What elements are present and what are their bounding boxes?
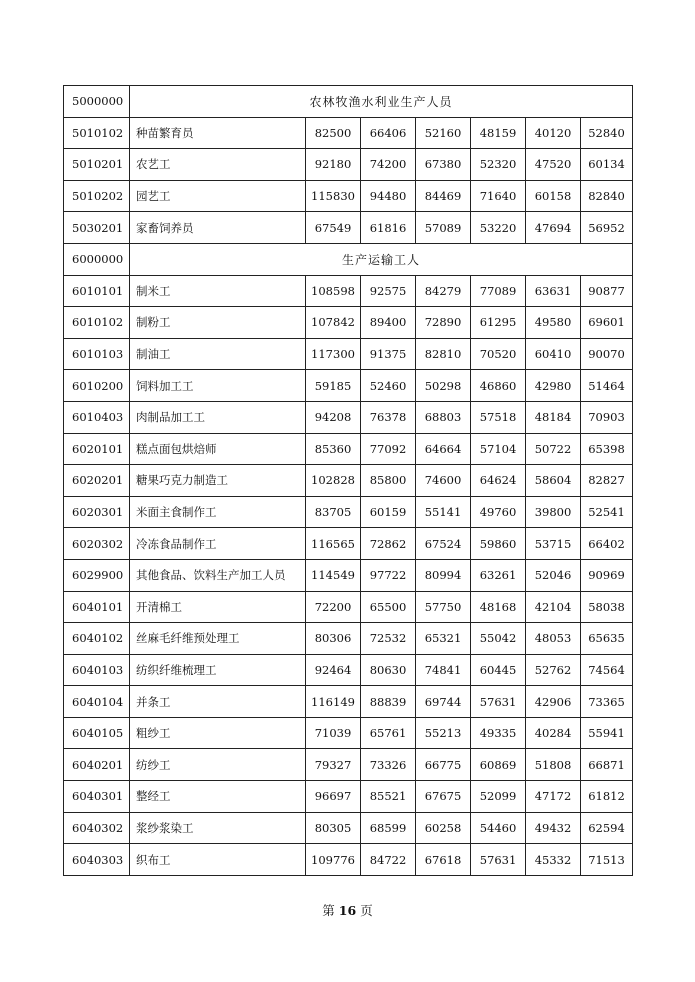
value-cell: 109776 [306,844,361,876]
value-cell: 63261 [471,559,526,591]
value-cell: 64624 [471,465,526,497]
value-cell: 84279 [416,275,471,307]
value-cell: 47520 [526,149,581,181]
occupation-name-cell: 冷冻食品制作工 [130,528,306,560]
occupation-name-cell: 米面主食制作工 [130,496,306,528]
value-cell: 56952 [581,212,633,244]
occupation-name-cell: 糕点面包烘焙师 [130,433,306,465]
value-cell: 46860 [471,370,526,402]
table-row [64,844,633,876]
occupation-code-cell: 6010200 [64,370,130,402]
occupation-name-cell: 种苗繁育员 [130,117,306,149]
table-row [64,654,633,686]
value-cell: 74841 [416,654,471,686]
table-row [64,623,633,655]
value-cell: 102828 [306,465,361,497]
value-cell: 59185 [306,370,361,402]
table-row [64,496,633,528]
value-cell: 61295 [471,307,526,339]
value-cell: 42906 [526,686,581,718]
occupation-name-cell: 浆纱浆染工 [130,812,306,844]
value-cell: 72890 [416,307,471,339]
occupation-code-cell: 6040302 [64,812,130,844]
occupation-code-cell: 6000000 [64,243,130,275]
footer-suffix: 页 [360,903,373,918]
value-cell: 52099 [471,781,526,813]
value-cell: 80630 [361,654,416,686]
value-cell: 80994 [416,559,471,591]
occupation-code-cell: 6029900 [64,559,130,591]
table-row [64,591,633,623]
occupation-name-cell: 园艺工 [130,180,306,212]
value-cell: 72200 [306,591,361,623]
occupation-name-cell: 家畜饲养员 [130,212,306,244]
value-cell: 48053 [526,623,581,655]
occupation-code-cell: 6040105 [64,717,130,749]
value-cell: 70520 [471,338,526,370]
value-cell: 66775 [416,749,471,781]
value-cell: 48159 [471,117,526,149]
table-row [64,559,633,591]
table-row [64,401,633,433]
occupation-name-cell: 制米工 [130,275,306,307]
value-cell: 49580 [526,307,581,339]
occupation-code-cell: 6040102 [64,623,130,655]
table-row [64,812,633,844]
value-cell: 69601 [581,307,633,339]
value-cell: 57631 [471,686,526,718]
occupation-name-cell: 整经工 [130,781,306,813]
wage-table [63,85,633,876]
value-cell: 71513 [581,844,633,876]
value-cell: 74200 [361,149,416,181]
value-cell: 83705 [306,496,361,528]
value-cell: 116149 [306,686,361,718]
value-cell: 57631 [471,844,526,876]
value-cell: 49335 [471,717,526,749]
value-cell: 90070 [581,338,633,370]
value-cell: 66871 [581,749,633,781]
value-cell: 116565 [306,528,361,560]
value-cell: 67380 [416,149,471,181]
value-cell: 66406 [361,117,416,149]
value-cell: 45332 [526,844,581,876]
value-cell: 85521 [361,781,416,813]
value-cell: 51808 [526,749,581,781]
value-cell: 73326 [361,749,416,781]
value-cell: 117300 [306,338,361,370]
value-cell: 49432 [526,812,581,844]
occupation-name-cell: 制油工 [130,338,306,370]
value-cell: 67618 [416,844,471,876]
value-cell: 40120 [526,117,581,149]
value-cell: 94208 [306,401,361,433]
occupation-code-cell: 6040104 [64,686,130,718]
value-cell: 94480 [361,180,416,212]
value-cell: 74564 [581,654,633,686]
value-cell: 65321 [416,623,471,655]
table-row [64,370,633,402]
value-cell: 42104 [526,591,581,623]
table-row [64,117,633,149]
occupation-code-cell: 6040201 [64,749,130,781]
value-cell: 63631 [526,275,581,307]
value-cell: 82840 [581,180,633,212]
value-cell: 58038 [581,591,633,623]
value-cell: 52046 [526,559,581,591]
value-cell: 82500 [306,117,361,149]
value-cell: 55213 [416,717,471,749]
occupation-code-cell: 6010102 [64,307,130,339]
table-row [64,433,633,465]
value-cell: 60410 [526,338,581,370]
value-cell: 108598 [306,275,361,307]
value-cell: 55042 [471,623,526,655]
value-cell: 39800 [526,496,581,528]
value-cell: 84469 [416,180,471,212]
value-cell: 68599 [361,812,416,844]
value-cell: 60258 [416,812,471,844]
section-title-cell: 农林牧渔水利业生产人员 [130,86,633,118]
value-cell: 71039 [306,717,361,749]
value-cell: 85360 [306,433,361,465]
occupation-code-cell: 5010202 [64,180,130,212]
value-cell: 90877 [581,275,633,307]
value-cell: 52762 [526,654,581,686]
occupation-code-cell: 6020201 [64,465,130,497]
occupation-code-cell: 5000000 [64,86,130,118]
value-cell: 67524 [416,528,471,560]
value-cell: 52160 [416,117,471,149]
value-cell: 49760 [471,496,526,528]
value-cell: 61812 [581,781,633,813]
value-cell: 97722 [361,559,416,591]
table-row [64,212,633,244]
page-footer [0,901,695,919]
occupation-name-cell: 肉制品加工工 [130,401,306,433]
footer-prefix: 第 [322,903,335,918]
table-row [64,717,633,749]
value-cell: 40284 [526,717,581,749]
value-cell: 107842 [306,307,361,339]
occupation-code-cell: 6020101 [64,433,130,465]
occupation-code-cell: 6040301 [64,781,130,813]
value-cell: 57518 [471,401,526,433]
value-cell: 48168 [471,591,526,623]
occupation-name-cell: 纺织纤维梳理工 [130,654,306,686]
value-cell: 65635 [581,623,633,655]
value-cell: 65398 [581,433,633,465]
occupation-code-cell: 5010102 [64,117,130,149]
table-row [64,149,633,181]
occupation-name-cell: 纺纱工 [130,749,306,781]
value-cell: 80306 [306,623,361,655]
value-cell: 96697 [306,781,361,813]
table-row [64,781,633,813]
occupation-code-cell: 6040103 [64,654,130,686]
value-cell: 72862 [361,528,416,560]
value-cell: 92180 [306,149,361,181]
page-number: 16 [338,903,357,918]
value-cell: 58604 [526,465,581,497]
value-cell: 89400 [361,307,416,339]
value-cell: 65761 [361,717,416,749]
value-cell: 67549 [306,212,361,244]
table-row [64,338,633,370]
table-row [64,180,633,212]
occupation-name-cell: 粗纱工 [130,717,306,749]
value-cell: 80305 [306,812,361,844]
value-cell: 92464 [306,654,361,686]
value-cell: 64664 [416,433,471,465]
section-row [64,86,633,118]
value-cell: 68803 [416,401,471,433]
value-cell: 52840 [581,117,633,149]
value-cell: 90969 [581,559,633,591]
occupation-code-cell: 6040303 [64,844,130,876]
value-cell: 57750 [416,591,471,623]
value-cell: 53220 [471,212,526,244]
value-cell: 55941 [581,717,633,749]
value-cell: 60159 [361,496,416,528]
table-row [64,275,633,307]
occupation-code-cell: 6020301 [64,496,130,528]
table-row [64,749,633,781]
value-cell: 85800 [361,465,416,497]
value-cell: 114549 [306,559,361,591]
value-cell: 47172 [526,781,581,813]
occupation-name-cell: 开清棉工 [130,591,306,623]
value-cell: 71640 [471,180,526,212]
value-cell: 77089 [471,275,526,307]
value-cell: 50298 [416,370,471,402]
occupation-code-cell: 5030201 [64,212,130,244]
value-cell: 52320 [471,149,526,181]
value-cell: 88839 [361,686,416,718]
value-cell: 60134 [581,149,633,181]
value-cell: 52541 [581,496,633,528]
value-cell: 82810 [416,338,471,370]
occupation-code-cell: 6010403 [64,401,130,433]
value-cell: 52460 [361,370,416,402]
occupation-code-cell: 6010103 [64,338,130,370]
value-cell: 65500 [361,591,416,623]
value-cell: 54460 [471,812,526,844]
value-cell: 61816 [361,212,416,244]
value-cell: 74600 [416,465,471,497]
value-cell: 50722 [526,433,581,465]
value-cell: 47694 [526,212,581,244]
value-cell: 66402 [581,528,633,560]
occupation-code-cell: 6020302 [64,528,130,560]
occupation-code-cell: 6010101 [64,275,130,307]
occupation-code-cell: 5010201 [64,149,130,181]
value-cell: 115830 [306,180,361,212]
value-cell: 60445 [471,654,526,686]
table-row [64,528,633,560]
table-row [64,307,633,339]
section-row [64,243,633,275]
value-cell: 79327 [306,749,361,781]
value-cell: 60869 [471,749,526,781]
value-cell: 57089 [416,212,471,244]
value-cell: 51464 [581,370,633,402]
occupation-code-cell: 6040101 [64,591,130,623]
occupation-name-cell: 丝麻毛纤维预处理工 [130,623,306,655]
value-cell: 53715 [526,528,581,560]
occupation-name-cell: 饲料加工工 [130,370,306,402]
value-cell: 42980 [526,370,581,402]
occupation-name-cell: 农艺工 [130,149,306,181]
value-cell: 73365 [581,686,633,718]
table-body [64,86,633,876]
occupation-name-cell: 糖果巧克力制造工 [130,465,306,497]
value-cell: 76378 [361,401,416,433]
value-cell: 91375 [361,338,416,370]
value-cell: 84722 [361,844,416,876]
value-cell: 82827 [581,465,633,497]
value-cell: 62594 [581,812,633,844]
value-cell: 59860 [471,528,526,560]
value-cell: 55141 [416,496,471,528]
value-cell: 67675 [416,781,471,813]
occupation-name-cell: 其他食品、饮料生产加工人员 [130,559,306,591]
value-cell: 69744 [416,686,471,718]
occupation-name-cell: 制粉工 [130,307,306,339]
value-cell: 60158 [526,180,581,212]
occupation-name-cell: 并条工 [130,686,306,718]
value-cell: 77092 [361,433,416,465]
occupation-name-cell: 织布工 [130,844,306,876]
value-cell: 48184 [526,401,581,433]
value-cell: 72532 [361,623,416,655]
value-cell: 92575 [361,275,416,307]
table-row [64,465,633,497]
value-cell: 70903 [581,401,633,433]
value-cell: 57104 [471,433,526,465]
section-title-cell: 生产运输工人 [130,243,633,275]
table-row [64,686,633,718]
